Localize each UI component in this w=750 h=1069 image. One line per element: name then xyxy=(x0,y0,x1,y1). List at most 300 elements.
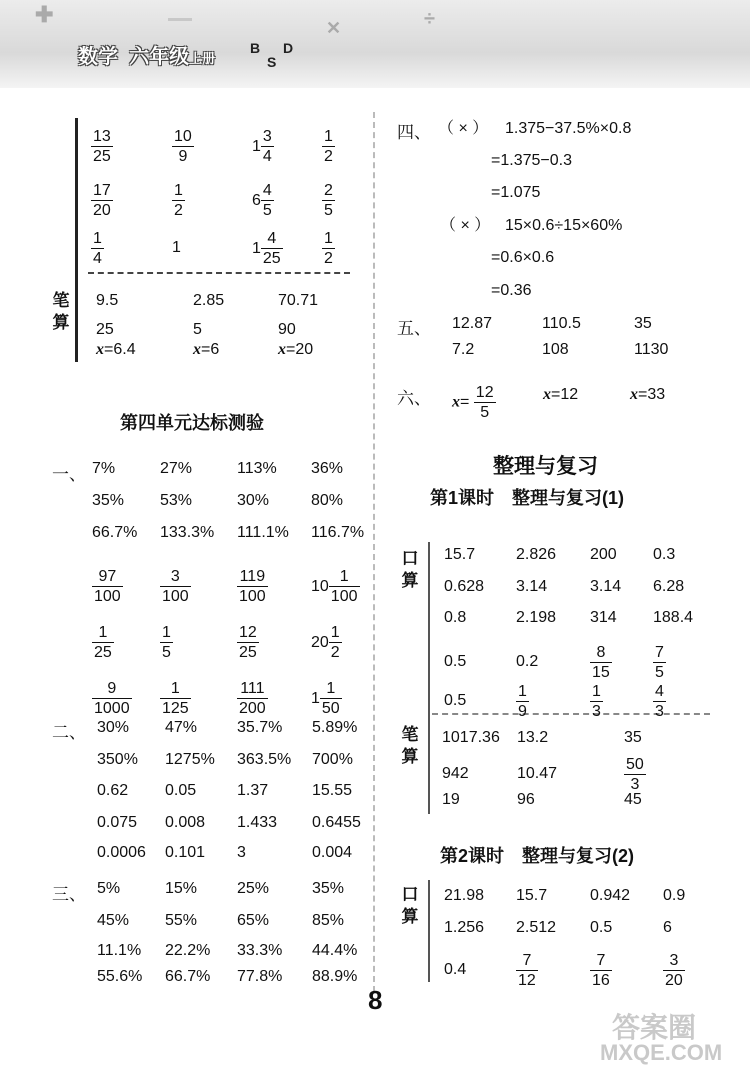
answer-cell: 0.9 xyxy=(663,887,686,904)
watermark-logo: 答案圈 xyxy=(612,1012,697,1043)
dashed-divider xyxy=(88,272,350,274)
answer-cell xyxy=(311,623,342,662)
four-step: =0.36 xyxy=(491,282,532,299)
answer-cell: 0.101 xyxy=(165,844,206,861)
section-six-label: 六、 xyxy=(397,389,431,408)
answer-cell: 0.008 xyxy=(165,814,206,831)
four-step: =1.075 xyxy=(491,184,541,201)
fraction-numerator: 12 xyxy=(239,624,257,641)
kousuan-label xyxy=(400,548,420,592)
equation-answer xyxy=(278,340,313,360)
variable-x: x xyxy=(278,341,286,358)
fraction-numerator: 111 xyxy=(240,680,265,697)
fraction-denominator: 2 xyxy=(330,644,340,661)
fraction-denominator: 4 xyxy=(93,250,102,267)
fraction-numerator: 2 xyxy=(324,182,333,199)
fraction xyxy=(160,679,191,718)
fraction xyxy=(322,229,335,268)
answer-cell xyxy=(237,567,268,606)
six-answer-2 xyxy=(543,385,578,405)
answer-cell: 90 xyxy=(278,321,296,338)
answer-cell xyxy=(92,623,114,662)
answer-cell: 0.004 xyxy=(312,844,353,861)
answer-cell: 25% xyxy=(237,880,270,897)
unit-test-title: 第四单元达标测验 xyxy=(120,413,264,433)
review-title: 整理与复习 xyxy=(493,455,598,478)
section-four-label: 四、 xyxy=(397,123,431,142)
fraction xyxy=(322,127,335,166)
answer-cell: 2.85 xyxy=(193,292,225,309)
answer-cell: 700% xyxy=(312,751,353,768)
fraction-denominator: 100 xyxy=(239,588,266,605)
fraction-denominator: 9 xyxy=(172,146,194,166)
answer-cell: 22.2% xyxy=(165,942,211,959)
fraction-numerator: 17 xyxy=(93,182,111,199)
lesson-2-title: 第2课时 整理与复习(2) xyxy=(440,846,635,866)
answer-cell: 116.7% xyxy=(311,524,365,541)
answer-cell: 110.5 xyxy=(542,315,581,332)
bisuan-label xyxy=(51,290,71,334)
fraction-denominator: 20 xyxy=(665,972,683,989)
answer-cell: 0.5 xyxy=(590,919,613,936)
fraction-numerator: 1 xyxy=(592,683,601,700)
fraction-numerator: 8 xyxy=(596,644,606,661)
answer-cell: 0.6455 xyxy=(312,814,361,831)
fraction-denominator: 5 xyxy=(474,402,496,422)
answer-value: =6.4 xyxy=(104,341,136,358)
fraction-denominator: 5 xyxy=(162,644,171,661)
mixed-number xyxy=(252,128,274,165)
four-step: =1.375−0.3 xyxy=(491,152,572,169)
fraction-numerator: 1 xyxy=(93,230,102,247)
variable-x: x xyxy=(96,341,104,358)
six-answer-1 xyxy=(452,383,496,422)
plus-decoration-icon: ✚ xyxy=(35,2,54,27)
minus-decoration-icon xyxy=(168,18,192,21)
fraction-numerator: 4 xyxy=(262,182,272,199)
answer-cell: 2.198 xyxy=(516,609,557,626)
fraction xyxy=(322,181,335,220)
fraction xyxy=(91,229,104,268)
answer-cell: 44.4% xyxy=(312,942,358,959)
fraction-denominator: 100 xyxy=(94,588,121,605)
header-volume: 上册 xyxy=(189,51,216,66)
fraction-numerator: 97 xyxy=(98,568,117,585)
fraction-denominator: 2 xyxy=(324,250,333,267)
equation-answer xyxy=(96,340,136,360)
bisuan-label-char: 算 xyxy=(52,313,70,332)
fraction-denominator: 5 xyxy=(655,664,664,681)
lesson-2-bracket xyxy=(428,880,430,982)
fraction-denominator: 9 xyxy=(518,703,527,720)
answer-cell: 15.7 xyxy=(516,887,548,904)
answer-cell: 10.47 xyxy=(517,765,558,782)
answer-cell: 33.3% xyxy=(237,942,283,959)
fraction-denominator: 25 xyxy=(239,644,257,661)
section-one-label: 一、 xyxy=(52,465,86,484)
answer-cell: 77.8% xyxy=(237,968,283,985)
answer-cell: 188.4 xyxy=(653,609,694,626)
answer-cell: 2.512 xyxy=(516,919,557,936)
answer-cell xyxy=(590,951,612,990)
bisuan-label-char: 笔 xyxy=(401,725,419,744)
kousuan-label-char: 算 xyxy=(401,907,419,926)
answer-cell xyxy=(311,567,360,606)
answer-cell: 35 xyxy=(624,729,642,746)
fraction-numerator: 50 xyxy=(626,756,644,773)
fraction-denominator: 50 xyxy=(321,700,340,717)
fraction xyxy=(92,623,114,662)
answer-cell: 30% xyxy=(237,492,270,509)
fraction-numerator: 7 xyxy=(655,644,664,661)
answer-cell: 85% xyxy=(312,912,345,929)
four-expression-2: 15×0.6÷15×60% xyxy=(505,217,623,234)
mixed-whole: 1 xyxy=(252,239,261,257)
answer-cell xyxy=(516,682,529,721)
answer-cell: 15.55 xyxy=(312,782,353,799)
answer-value: =12 xyxy=(551,386,579,403)
answer-cell: 0.4 xyxy=(444,961,467,978)
fraction-denominator: 100 xyxy=(330,588,358,605)
fraction-numerator: 119 xyxy=(239,568,266,585)
variable-x: x xyxy=(543,386,551,403)
edition-letter-b: B xyxy=(250,40,261,56)
fraction xyxy=(624,755,646,794)
answer-cell: 7.2 xyxy=(452,341,475,358)
fraction-numerator: 1 xyxy=(98,624,108,641)
answer-cell: 1.256 xyxy=(444,919,485,936)
answer-cell xyxy=(92,567,123,606)
fraction-denominator: 3 xyxy=(624,774,646,794)
answer-cell: 45 xyxy=(624,791,642,808)
fraction-numerator: 7 xyxy=(596,952,606,969)
answer-cell: 108 xyxy=(542,341,569,358)
fraction-denominator: 2 xyxy=(174,202,183,219)
fraction xyxy=(653,682,666,721)
fraction-numerator: 3 xyxy=(669,952,679,969)
answer-cell xyxy=(516,951,538,990)
fraction xyxy=(172,127,194,166)
answer-cell: 1.433 xyxy=(237,814,278,831)
fraction xyxy=(92,567,123,606)
fraction-numerator: 12 xyxy=(475,384,494,401)
answer-cell: 35% xyxy=(312,880,345,897)
column-divider xyxy=(373,112,375,992)
answer-cell: 15.7 xyxy=(444,546,476,563)
fraction-numerator: 7 xyxy=(522,952,532,969)
fraction xyxy=(91,181,113,220)
fraction-numerator: 1 xyxy=(324,230,333,247)
kousuan-label-char: 口 xyxy=(401,549,419,568)
four-mark-2: （ × ） xyxy=(440,217,491,234)
fraction-denominator: 20 xyxy=(93,202,111,219)
answer-cell xyxy=(590,643,612,682)
fraction xyxy=(516,951,538,990)
fraction-numerator: 1 xyxy=(324,128,333,145)
kousuan-label-char: 口 xyxy=(401,885,419,904)
four-expression-1: 1.375−37.5%×0.8 xyxy=(505,120,632,137)
fraction-numerator: 13 xyxy=(93,128,111,145)
section-five-label: 五、 xyxy=(397,319,431,338)
answer-cell: 133.3% xyxy=(160,524,215,541)
answer-cell xyxy=(252,127,274,166)
answer-cell xyxy=(91,229,104,268)
answer-cell: 45% xyxy=(97,912,130,929)
fraction-denominator: 15 xyxy=(592,664,610,681)
answer-cell xyxy=(160,623,173,662)
answer-cell: 0.942 xyxy=(590,887,631,904)
answer-cell: 0.05 xyxy=(165,782,197,799)
lesson-1-bracket xyxy=(428,542,430,814)
answer-cell: 0.628 xyxy=(444,578,485,595)
divide-decoration-icon: ÷ xyxy=(424,8,435,30)
fraction-denominator: 100 xyxy=(162,588,189,605)
answer-cell: 0.5 xyxy=(444,653,467,670)
answer-cell: 200 xyxy=(590,546,617,563)
fraction xyxy=(237,679,268,718)
answer-cell: 0.0006 xyxy=(97,844,146,861)
answer-value: =20 xyxy=(286,341,314,358)
mixed-number xyxy=(252,182,274,219)
answer-cell xyxy=(252,181,274,220)
answer-cell: 12.87 xyxy=(452,315,493,332)
answer-cell: 55% xyxy=(165,912,198,929)
answer-cell: 6 xyxy=(663,919,672,936)
bisuan-label-char: 笔 xyxy=(52,291,70,310)
answer-cell: 350% xyxy=(97,751,138,768)
fraction xyxy=(261,181,274,220)
answer-cell: 25 xyxy=(96,321,114,338)
answer-cell xyxy=(91,181,113,220)
fraction-numerator: 3 xyxy=(170,568,180,585)
lesson-1-title: 第1课时 整理与复习(1) xyxy=(430,488,625,508)
answer-cell: 35 xyxy=(634,315,652,332)
mixed-number xyxy=(311,568,360,605)
fraction-numerator: 1 xyxy=(339,568,349,585)
answer-cell xyxy=(160,567,191,606)
equals-sign: = xyxy=(460,393,470,411)
answer-cell: 5.89% xyxy=(312,719,358,736)
answer-cell: 19 xyxy=(442,791,460,808)
answer-cell: 53% xyxy=(160,492,193,509)
header-title xyxy=(78,40,215,69)
fraction-numerator: 9 xyxy=(107,680,117,697)
answer-cell: 0.075 xyxy=(97,814,138,831)
fraction xyxy=(329,623,342,662)
answer-cell xyxy=(624,755,646,794)
answer-cell: 1017.36 xyxy=(442,729,500,746)
fraction-denominator: 12 xyxy=(518,972,536,989)
header-grade: 六年级 xyxy=(129,46,190,68)
answer-cell: 13.2 xyxy=(517,729,549,746)
answer-cell: 314 xyxy=(590,609,617,626)
mixed-whole: 1 xyxy=(311,689,320,707)
fraction xyxy=(160,623,173,662)
mixed-whole: 1 xyxy=(252,137,261,155)
answer-cell: 363.5% xyxy=(237,751,292,768)
fraction xyxy=(653,643,666,682)
four-mark-1: （ × ） xyxy=(438,120,489,137)
answer-cell: 0.8 xyxy=(444,609,467,626)
answer-cell: 80% xyxy=(311,492,344,509)
answer-cell: 70.71 xyxy=(278,292,319,309)
fraction xyxy=(92,679,132,718)
bisuan-label-char: 算 xyxy=(401,747,419,766)
answer-cell: 30% xyxy=(97,719,130,736)
page-number: 8 xyxy=(368,985,383,1015)
fraction xyxy=(590,643,612,682)
answer-cell: 66.7% xyxy=(92,524,138,541)
fraction xyxy=(516,682,529,721)
answer-cell: 3 xyxy=(237,844,246,861)
answer-cell: 96 xyxy=(517,791,535,808)
kousuan-label-char: 算 xyxy=(401,571,419,590)
bisuan-label xyxy=(400,724,420,768)
answer-cell xyxy=(653,682,666,721)
fraction xyxy=(237,567,268,606)
header-subject: 数学 xyxy=(78,46,118,68)
answer-cell: 5 xyxy=(193,321,202,338)
section-two-label: 二、 xyxy=(52,723,86,742)
answer-cell: 0.5 xyxy=(444,692,467,709)
answer-cell xyxy=(311,679,342,718)
variable-x: x xyxy=(630,386,638,403)
fraction xyxy=(261,127,274,166)
fraction-denominator: 25 xyxy=(93,148,111,165)
kousuan-label xyxy=(400,884,420,928)
answer-cell: 3.14 xyxy=(590,578,622,595)
fraction xyxy=(663,951,685,990)
fraction-numerator: 4 xyxy=(655,683,664,700)
answer-cell: 55.6% xyxy=(97,968,143,985)
answer-cell xyxy=(92,679,132,718)
answer-cell xyxy=(322,181,335,220)
equation-answer xyxy=(193,340,219,360)
answer-value: =6 xyxy=(201,341,220,358)
fraction-numerator: 1 xyxy=(162,624,171,641)
answer-cell: 0.2 xyxy=(516,653,539,670)
answer-cell: 6.28 xyxy=(653,578,685,595)
edition-letter-s: S xyxy=(267,54,277,70)
answer-cell: 11.1% xyxy=(97,942,142,959)
answer-cell xyxy=(237,623,259,662)
fraction-denominator: 1000 xyxy=(94,700,130,717)
answer-cell: 942 xyxy=(442,765,469,782)
mixed-whole: 6 xyxy=(252,191,261,209)
fraction-numerator: 1 xyxy=(174,182,183,199)
answer-cell: 35.7% xyxy=(237,719,283,736)
left-block-bracket xyxy=(75,118,78,362)
fraction-numerator: 1 xyxy=(518,683,527,700)
fraction-numerator: 10 xyxy=(174,128,192,145)
fraction xyxy=(590,951,612,990)
mixed-number xyxy=(311,624,342,661)
answer-cell: 66.7% xyxy=(165,968,211,985)
answer-cell: 65% xyxy=(237,912,270,929)
fraction xyxy=(91,127,113,166)
answer-cell xyxy=(91,127,113,166)
answer-cell: 5% xyxy=(97,880,121,897)
answer-cell: 113% xyxy=(237,460,277,477)
answer-cell: 111.1% xyxy=(237,524,289,541)
answer-cell: 1275% xyxy=(165,751,215,768)
answer-cell: 88.9% xyxy=(312,968,358,985)
answer-cell: 1130 xyxy=(634,341,669,358)
answer-cell xyxy=(663,951,685,990)
fraction xyxy=(160,567,191,606)
fraction-numerator: 4 xyxy=(267,230,277,247)
fraction xyxy=(329,567,360,606)
fraction xyxy=(474,383,496,422)
edition-letter-d: D xyxy=(283,40,294,56)
fraction xyxy=(237,623,259,662)
fraction-denominator: 3 xyxy=(592,703,601,720)
fraction-numerator: 1 xyxy=(170,680,180,697)
answer-cell: 3.14 xyxy=(516,578,548,595)
watermark-url: MXQE.COM xyxy=(600,1040,723,1065)
answer-cell: 27% xyxy=(160,460,193,477)
mixed-number xyxy=(311,680,342,717)
fraction-denominator: 125 xyxy=(162,700,189,717)
fraction-denominator: 200 xyxy=(239,700,266,717)
dashed-divider xyxy=(432,713,710,715)
fraction-denominator: 25 xyxy=(262,250,281,267)
mixed-whole: 10 xyxy=(311,577,329,595)
answer-cell xyxy=(160,679,191,718)
mixed-number xyxy=(252,230,283,267)
answer-cell xyxy=(322,229,335,268)
mixed-whole: 20 xyxy=(311,633,329,651)
answer-value: =33 xyxy=(638,386,666,403)
answer-cell xyxy=(590,682,603,721)
section-three-label: 三、 xyxy=(52,885,86,904)
fraction-numerator: 3 xyxy=(262,128,272,145)
fraction-numerator: 1 xyxy=(326,680,336,697)
answer-cell: 0.62 xyxy=(97,782,129,799)
answer-cell: 2.826 xyxy=(516,546,557,563)
fraction xyxy=(590,682,603,721)
fraction-denominator: 4 xyxy=(262,148,272,165)
fraction-denominator: 16 xyxy=(592,972,610,989)
fraction xyxy=(261,229,283,268)
four-step: =0.6×0.6 xyxy=(491,249,555,266)
six-answer-3 xyxy=(630,385,665,405)
answer-cell: 21.98 xyxy=(444,887,485,904)
fraction-numerator: 1 xyxy=(330,624,340,641)
answer-cell xyxy=(252,229,283,268)
answer-cell: 7% xyxy=(92,460,116,477)
answer-cell: 35% xyxy=(92,492,125,509)
answer-cell: 0.3 xyxy=(653,546,676,563)
answer-cell: 47% xyxy=(165,719,198,736)
fraction-denominator: 3 xyxy=(655,703,664,720)
fraction-denominator: 25 xyxy=(94,644,112,661)
fraction xyxy=(320,679,342,718)
answer-cell: 1.37 xyxy=(237,782,269,799)
answer-cell xyxy=(237,679,268,718)
variable-x: x xyxy=(452,393,460,411)
answer-cell xyxy=(653,643,666,682)
fraction-denominator: 2 xyxy=(324,148,333,165)
variable-x: x xyxy=(193,341,201,358)
fraction-denominator: 5 xyxy=(262,202,272,219)
answer-cell: 9.5 xyxy=(96,292,119,309)
answer-cell xyxy=(172,127,194,166)
answer-cell xyxy=(172,181,185,220)
times-decoration-icon: ✕ xyxy=(326,18,342,38)
answer-cell: 15% xyxy=(165,880,198,897)
answer-cell: 36% xyxy=(311,460,344,477)
